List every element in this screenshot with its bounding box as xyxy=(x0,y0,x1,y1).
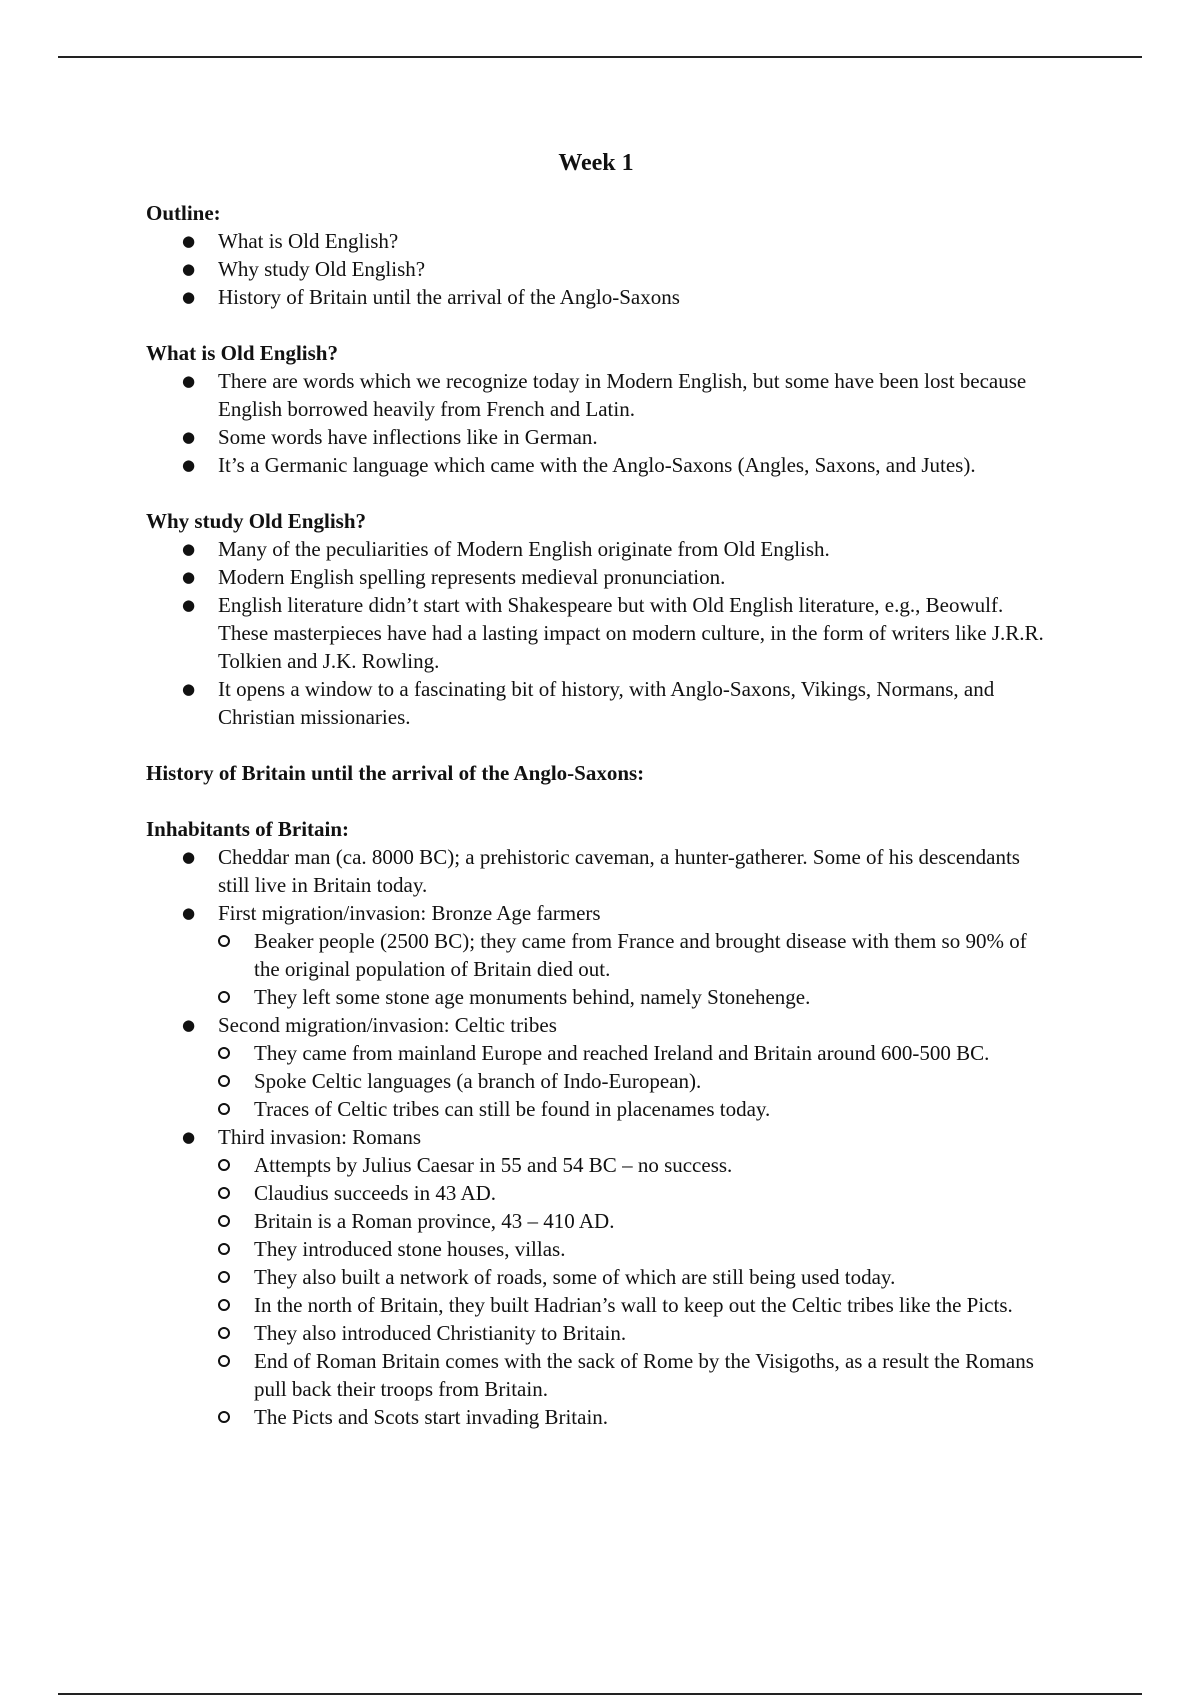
hollow-bullet-icon xyxy=(218,1047,230,1059)
hollow-bullet-icon xyxy=(218,1187,230,1199)
list-item: ● There are words which we recognize today in Modern English, but some have been lost because English borrowed heavily from French and Latin. xyxy=(182,369,1027,421)
bottom-rule xyxy=(58,1693,1142,1695)
bullet-icon: ● xyxy=(182,680,196,698)
hollow-bullet-icon xyxy=(218,1299,230,1311)
sub-list-item: Attempts by Julius Caesar in 55 and 54 BC – no success. xyxy=(218,1151,1046,1179)
list-item: ● Why study Old English? xyxy=(182,257,426,281)
bullet-icon: ● xyxy=(182,288,196,306)
spacer xyxy=(146,787,1046,815)
list-item: ● Third invasion: Romans Attempts by Julius Caesar in 55 and 54 BC – no success. Claudius succeeds in 43 AD. Britain is a Roman province, 43 – 410 AD. They introduced stone houses, villas. They also built a network of roads, some of which are still being used today. In the north of Britain, they built Hadrian’s wall to keep out the Celtic tribes like the Picts. They also introduced Christianity to Britain. End of Roman Britain comes with the sack of Rome by the Visigoths, as a result the Romans pull back their troops from Britain. The Picts and Scots start invading Britain. xyxy=(146,1123,1046,1431)
sub-list xyxy=(218,1151,1046,1431)
bullet-icon: ● xyxy=(182,428,196,446)
inhabitants-heading: Inhabitants of Britain: xyxy=(146,817,350,841)
outline-list xyxy=(146,227,1046,311)
sub-list-item: They left some stone age monuments behind, namely Stonehenge. xyxy=(218,983,1046,1011)
list-item: ● It’s a Germanic language which came with the Anglo-Saxons (Angles, Saxons, and Jutes). xyxy=(182,453,976,477)
document-page xyxy=(146,140,1046,1431)
sub-list-item: They introduced stone houses, villas. xyxy=(218,1235,1046,1263)
spacer xyxy=(146,311,1046,339)
sub-list-item: Britain is a Roman province, 43 – 410 AD. xyxy=(218,1207,1046,1235)
bullet-icon: ● xyxy=(182,540,196,558)
history-heading: History of Britain until the arrival of the Anglo-Saxons: xyxy=(146,761,645,785)
hollow-bullet-icon xyxy=(218,1075,230,1087)
hollow-bullet-icon xyxy=(218,1411,230,1423)
sub-list-item: Claudius succeeds in 43 AD. xyxy=(218,1179,1046,1207)
spacer xyxy=(146,479,1046,507)
bullet-icon: ● xyxy=(182,456,196,474)
hollow-bullet-icon xyxy=(218,1271,230,1283)
hollow-bullet-icon xyxy=(218,1327,230,1339)
list-item: ● Cheddar man (ca. 8000 BC); a prehistoric caveman, a hunter-gatherer. Some of his descendants still live in Britain today. xyxy=(182,845,1020,897)
bullet-icon: ● xyxy=(182,1016,196,1034)
what-is-heading: What is Old English? xyxy=(146,341,338,365)
sub-list-item: They came from mainland Europe and reached Ireland and Britain around 600-500 BC. xyxy=(218,1039,1046,1067)
sub-list-item: In the north of Britain, they built Hadrian’s wall to keep out the Celtic tribes like the Picts. xyxy=(218,1291,1046,1319)
bullet-icon: ● xyxy=(182,568,196,586)
inhabitants-list xyxy=(146,843,1046,1431)
list-item: ● Second migration/invasion: Celtic tribes They came from mainland Europe and reached Ireland and Britain around 600-500 BC. Spoke Celtic languages (a branch of Indo-European). Traces of Celtic tribes can still be found in placenames today. xyxy=(146,1011,1046,1123)
hollow-bullet-icon xyxy=(218,991,230,1003)
hollow-bullet-icon xyxy=(218,1243,230,1255)
list-item: ● Many of the peculiarities of Modern English originate from Old English. xyxy=(182,537,830,561)
top-rule xyxy=(58,56,1142,58)
list-item: ● First migration/invasion: Bronze Age farmers Beaker people (2500 BC); they came from France and brought disease with them so 90% of the original population of Britain died out. They left some stone age monuments behind, namely Stonehenge. xyxy=(146,899,1046,1011)
list-item: ● English literature didn’t start with Shakespeare but with Old English literature, e.g., Beowulf. These masterpieces have had a lasting impact on modern culture, in the form of writers like J.R.R. Tolkien and J.K. Rowling. xyxy=(182,593,1044,673)
bullet-icon: ● xyxy=(182,904,196,922)
bullet-icon: ● xyxy=(182,596,196,614)
bullet-icon: ● xyxy=(182,260,196,278)
sub-list-item: They also introduced Christianity to Britain. xyxy=(218,1319,1046,1347)
list-item: ● It opens a window to a fascinating bit of history, with Anglo-Saxons, Vikings, Normans, and Christian missionaries. xyxy=(182,677,995,729)
page-title: Week 1 xyxy=(558,150,634,176)
list-item: ● What is Old English? xyxy=(182,229,399,253)
sub-list-item: Traces of Celtic tribes can still be found in placenames today. xyxy=(218,1095,1046,1123)
bullet-icon: ● xyxy=(182,372,196,390)
hollow-bullet-icon xyxy=(218,1159,230,1171)
why-study-heading: Why study Old English? xyxy=(146,509,367,533)
bullet-icon: ● xyxy=(182,848,196,866)
hollow-bullet-icon xyxy=(218,935,230,947)
spacer xyxy=(146,731,1046,759)
sub-list xyxy=(218,1039,1046,1123)
outline-heading: Outline: xyxy=(146,201,221,225)
list-item: ● History of Britain until the arrival of the Anglo-Saxons xyxy=(182,285,680,309)
list-item: ● Some words have inflections like in German. xyxy=(182,425,598,449)
list-item: ● Modern English spelling represents medieval pronunciation. xyxy=(182,565,726,589)
hollow-bullet-icon xyxy=(218,1355,230,1367)
sub-list-item: They also built a network of roads, some of which are still being used today. xyxy=(218,1263,1046,1291)
sub-list xyxy=(218,927,1046,1011)
sub-list-item: End of Roman Britain comes with the sack of Rome by the Visigoths, as a result the Romans pull back their troops from Britain. xyxy=(218,1347,1046,1403)
why-study-list xyxy=(146,535,1046,731)
bullet-icon: ● xyxy=(182,232,196,250)
bullet-icon: ● xyxy=(182,1128,196,1146)
hollow-bullet-icon xyxy=(218,1215,230,1227)
sub-list-item: Beaker people (2500 BC); they came from France and brought disease with them so 90% of the original population of Britain died out. xyxy=(218,927,1046,983)
what-is-list xyxy=(146,367,1046,479)
sub-list-item: The Picts and Scots start invading Britain. xyxy=(218,1403,1046,1431)
hollow-bullet-icon xyxy=(218,1103,230,1115)
sub-list-item: Spoke Celtic languages (a branch of Indo-European). xyxy=(218,1067,1046,1095)
